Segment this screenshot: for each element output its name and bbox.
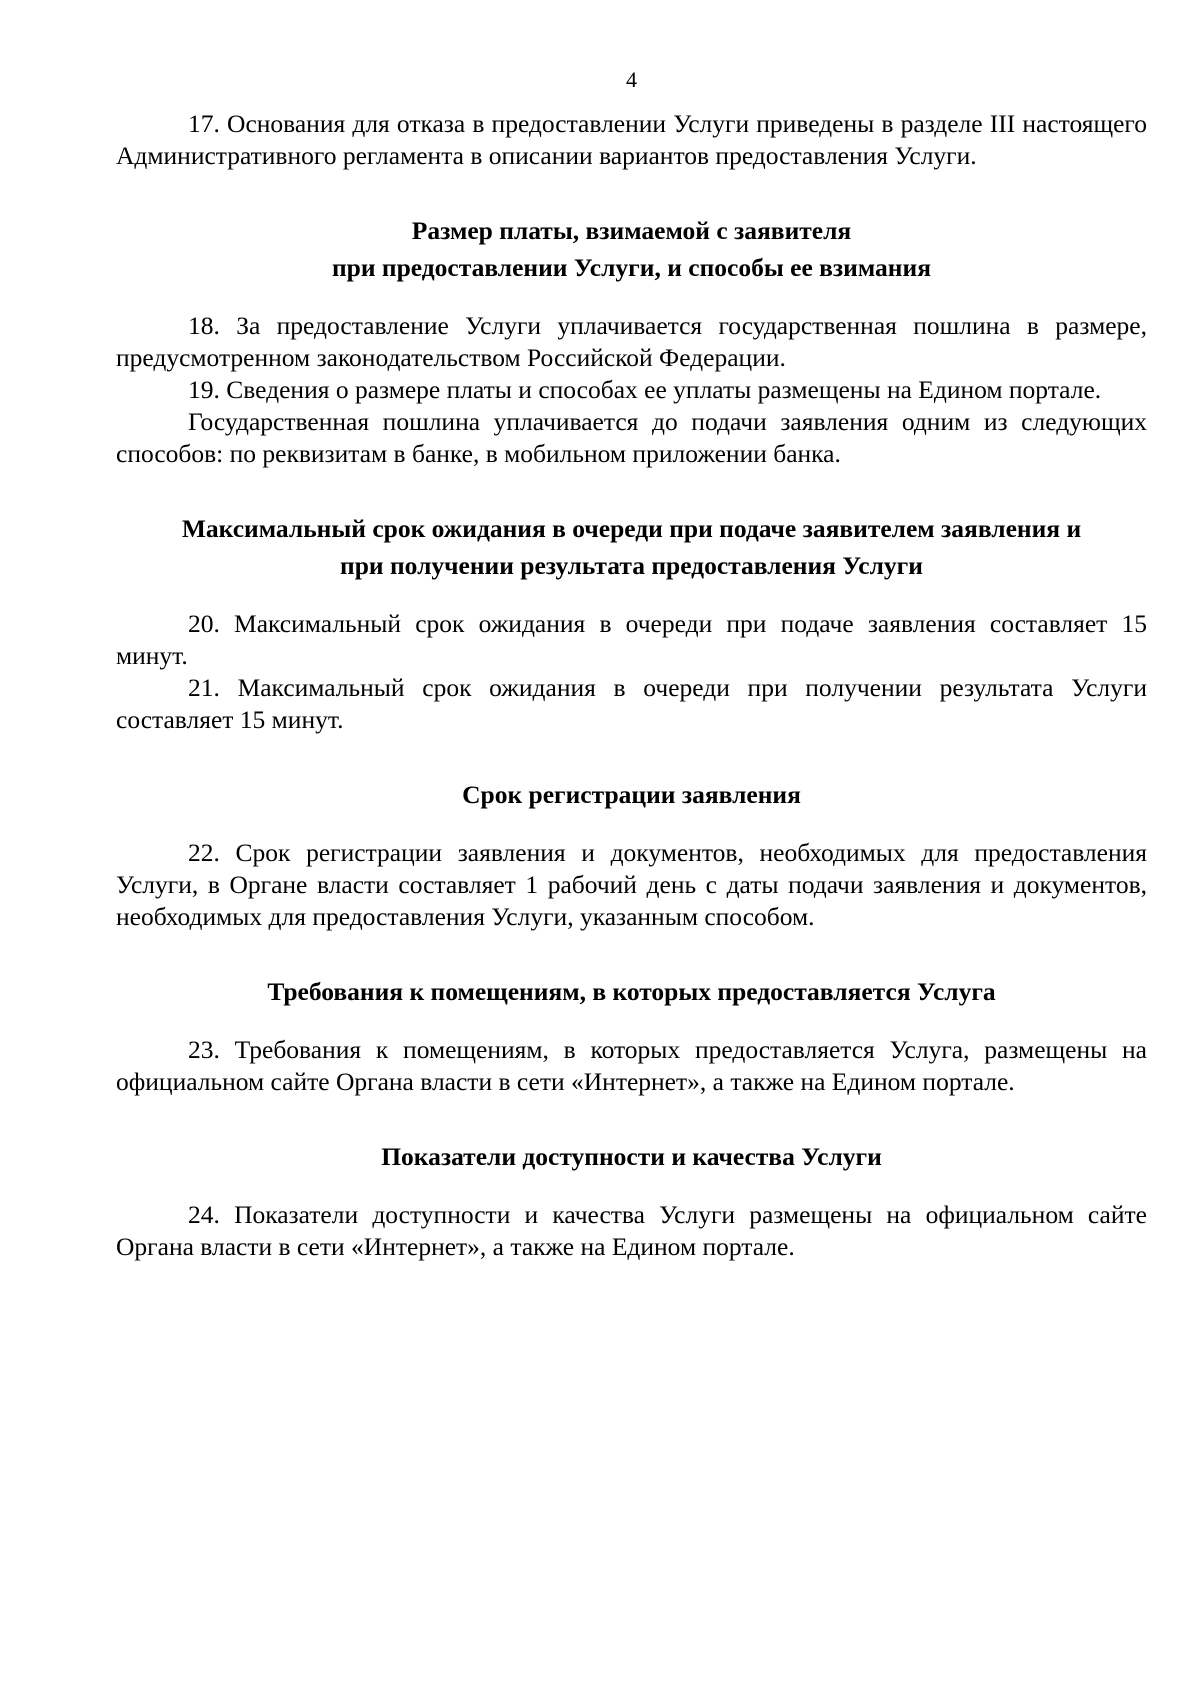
section-heading-registration-line-1: Срок регистрации заявления xyxy=(462,780,801,809)
paragraph-19-continued: Государственная пошлина уплачивается до подачи заявления одним из следующих способов: по реквизитам в банке, в мобильном приложении банка. xyxy=(116,407,1147,468)
section-heading-fee-line-1: Размер платы, взимаемой с заявителя xyxy=(411,216,852,245)
section-heading-premises xyxy=(116,973,1147,1010)
paragraph-19: 19. Сведения о размере платы и способах ее уплаты размещены на Едином портале. xyxy=(188,375,1102,404)
section-heading-queue-line-1: Максимальный срок ожидания в очереди при подаче заявителем заявления и xyxy=(181,514,1082,543)
paragraph-18: 18. За предоставление Услуги уплачивается государственная пошлина в размере, предусмотренном законодательством Российской Федерации. xyxy=(116,311,1147,372)
page-number: 4 xyxy=(626,67,637,92)
section-heading-registration xyxy=(116,776,1147,813)
paragraph-20: 20. Максимальный срок ожидания в очереди при подаче заявления составляет 15 минут. xyxy=(116,609,1147,670)
section-heading-fee xyxy=(116,212,1147,286)
section-heading-queue-line-2: при получении результата предоставления Услуги xyxy=(340,551,923,580)
section-heading-queue xyxy=(116,510,1147,584)
paragraph-23: 23. Требования к помещениям, в которых предоставляется Услуга, размещены на официальном сайте Органа власти в сети «Интернет», а также на Едином портале. xyxy=(116,1035,1147,1096)
document-page xyxy=(116,68,1147,1263)
section-heading-fee-line-2: при предоставлении Услуги, и способы ее взимания xyxy=(331,253,931,282)
paragraph-24: 24. Показатели доступности и качества Услуги размещены на официальном сайте Органа власти в сети «Интернет», а также на Едином портале. xyxy=(116,1200,1147,1261)
section-heading-premises-line-1: Требования к помещениям, в которых предоставляется Услуга xyxy=(267,977,996,1006)
section-heading-quality-line-1: Показатели доступности и качества Услуги xyxy=(381,1142,882,1171)
paragraph-21: 21. Максимальный срок ожидания в очереди при получении результата Услуги составляет 15 минут. xyxy=(116,673,1147,734)
section-heading-quality xyxy=(116,1138,1147,1175)
paragraph-17: 17. Основания для отказа в предоставлении Услуги приведены в разделе III настоящего Административного регламента в описании вариантов предоставления Услуги. xyxy=(116,109,1147,170)
paragraph-22: 22. Срок регистрации заявления и документов, необходимых для предоставления Услуги, в Органе власти составляет 1 рабочий день с даты подачи заявления и документов, необходимых для предоставления Услуги, указанным способом. xyxy=(116,838,1147,931)
